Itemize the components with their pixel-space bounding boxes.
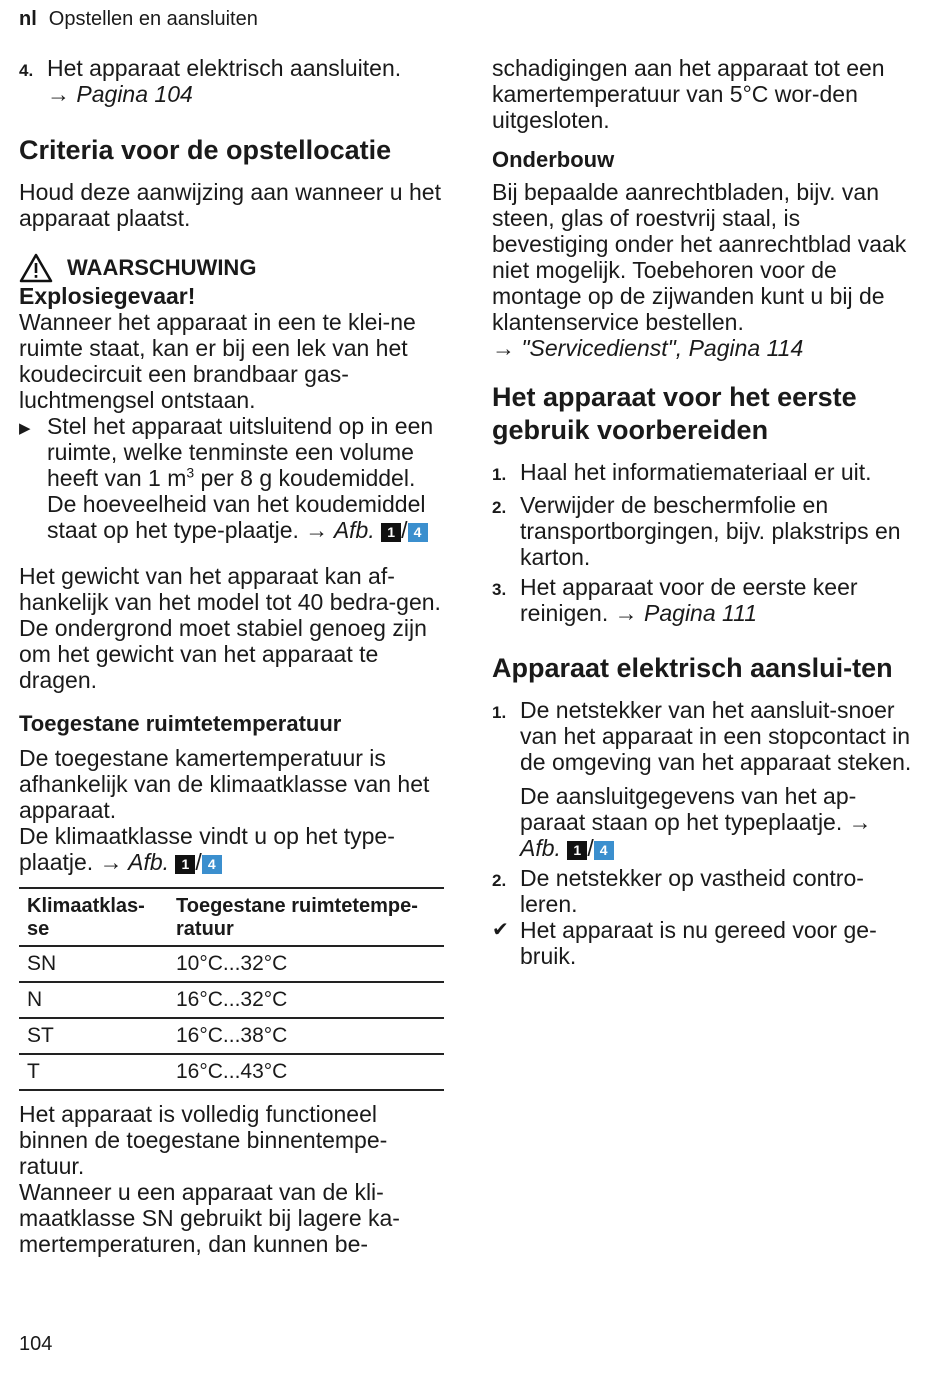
list-item xyxy=(492,865,912,917)
superscript: 3 xyxy=(186,464,195,481)
step-text: Het apparaat elektrisch aansluiten. xyxy=(47,55,402,81)
figure-separator: / xyxy=(195,849,202,875)
table-cell-temperature: 10°C...32°C xyxy=(168,946,444,982)
figure-4-badge: 4 xyxy=(202,855,222,874)
column-header-temperature: Toegestane ruimtetempe-ratuur xyxy=(168,888,444,946)
step-number: 1. xyxy=(492,703,507,722)
table-cell-class: SN xyxy=(19,946,168,982)
bullet-text-part: per 8 g koudemiddel. De hoeveelheid van het koudemiddel staat op het type-plaatje. xyxy=(47,465,426,543)
page-link[interactable]: → Pagina 111 xyxy=(614,600,757,626)
table-cell-temperature: 16°C...38°C xyxy=(168,1018,444,1054)
step-subtext xyxy=(520,783,912,861)
figure-1-badge: 1 xyxy=(175,855,195,874)
language-code: nl xyxy=(19,8,37,30)
column-header-class: Klimaatklas-se xyxy=(19,888,168,946)
step-number: 3. xyxy=(492,580,507,599)
left-column xyxy=(19,55,444,1257)
result-text: Het apparaat is nu gereed voor ge-bruik. xyxy=(520,917,877,969)
figure-separator: / xyxy=(587,835,594,861)
checkmark-icon: ✔ xyxy=(492,919,509,941)
page-number: 104 xyxy=(19,1333,53,1355)
step-number: 4. xyxy=(19,61,34,80)
electrical-steps xyxy=(492,697,912,969)
heading-criteria: Criteria voor de opstellocatie xyxy=(19,135,392,165)
figure-separator: / xyxy=(401,517,408,543)
step-text: Haal het informatiemateriaal er uit. xyxy=(520,459,872,485)
bullet-triangle-icon: ▶ xyxy=(19,420,31,437)
warning-text: Wanneer het apparaat in een te klei-ne ruimte staat, kan er bij een lek van het koudecircuit een brandbaar gas-luchtmengsel ontstaan. xyxy=(19,309,416,413)
warning-title: WAARSCHUWING xyxy=(67,255,257,280)
table-row xyxy=(19,1018,444,1054)
warning-subtitle: Explosiegevaar! xyxy=(19,283,196,309)
figure-link[interactable]: → Afb. xyxy=(99,849,170,875)
paragraph-functional: Het apparaat is volledig functioneel binnen de toegestane binnentempe-ratuur. xyxy=(19,1101,388,1179)
paragraph-onderbouw: Bij bepaalde aanrechtbladen, bijv. van steen, glas of roestvrij staal, is bevestiging onder het aanrechtblad vaak niet mogelijk. Toebehoren voor de montage op de zijwanden kunt u bij de klantenservice bestellen. xyxy=(492,179,907,335)
figure-link[interactable]: → Afb. xyxy=(520,809,872,861)
step-text: Verwijder de beschermfolie en transportborgingen, bijv. plakstrips en karton. xyxy=(520,492,901,570)
table-row xyxy=(19,1054,444,1090)
step-text: De netstekker van het aansluit-snoer van het apparaat in een stopcontact in de omgeving van het apparaat steken. xyxy=(520,697,912,775)
paragraph-weight: Het gewicht van het apparaat kan af-hankelijk van het model tot 40 bedra-gen. xyxy=(19,563,441,615)
preparation-steps xyxy=(492,459,912,626)
table-row xyxy=(19,946,444,982)
step-text: Het apparaat voor de eerste keer reinigen. xyxy=(520,574,858,626)
heading-temperature: Toegestane ruimtetemperatuur xyxy=(19,711,342,736)
warning-heading xyxy=(19,253,444,283)
table-cell-class: N xyxy=(19,982,168,1018)
paragraph-continued: schadigingen aan het apparaat tot een kamertemperatuur van 5°C wor-den uitgesloten. xyxy=(492,55,885,133)
list-item xyxy=(492,697,912,861)
list-item xyxy=(492,574,912,626)
step-number: 2. xyxy=(492,871,507,890)
table-header-row xyxy=(19,888,444,946)
table-row xyxy=(19,982,444,1018)
paragraph-criteria: Houd deze aanwijzing aan wanneer u het apparaat plaatst. xyxy=(19,179,441,231)
heading-preparation: Het apparaat voor het eerste gebruik voorbereiden xyxy=(492,382,857,445)
page-link[interactable]: → Pagina 104 xyxy=(47,81,193,107)
step-4 xyxy=(19,55,444,107)
paragraph-temperature-1: De toegestane kamertemperatuur is afhankelijk van de klimaatklasse van het apparaat. xyxy=(19,745,430,823)
right-column xyxy=(492,55,912,969)
figure-4-badge: 4 xyxy=(408,523,428,542)
figure-1-badge: 1 xyxy=(567,841,587,860)
heading-onderbouw: Onderbouw xyxy=(492,147,615,172)
section-title: Opstellen en aansluiten xyxy=(48,8,258,30)
step-text: De netstekker op vastheid contro-leren. xyxy=(520,865,864,917)
figure-1-badge: 1 xyxy=(381,523,401,542)
bullet-text-part: Stel het apparaat uitsluitend op in een ruimte, welke tenminste een volume heeft van 1 m xyxy=(47,413,434,491)
warning-bullet xyxy=(19,413,444,543)
subtext: De aansluitgegevens van het ap-paraat staan op het typeplaatje. xyxy=(520,783,857,835)
paragraph-temperature-2 xyxy=(19,823,444,875)
service-link[interactable]: → "Servicedienst", Pagina 114 xyxy=(492,335,804,361)
result-item xyxy=(492,917,912,969)
list-item xyxy=(492,492,912,570)
step-number: 1. xyxy=(492,465,507,484)
step-number: 2. xyxy=(492,498,507,517)
warning-triangle-icon xyxy=(19,253,53,283)
table-cell-class: ST xyxy=(19,1018,168,1054)
paragraph-text: De klimaatklasse vindt u op het type-plaatje. xyxy=(19,823,395,875)
table-cell-class: T xyxy=(19,1054,168,1090)
paragraph-ground: De ondergrond moet stabiel genoeg zijn om het gewicht van het apparaat te dragen. xyxy=(19,615,427,693)
bullet-text xyxy=(47,413,444,543)
list-item xyxy=(492,459,912,488)
heading-electrical: Apparaat elektrisch aanslui-ten xyxy=(492,653,893,683)
table-cell-temperature: 16°C...32°C xyxy=(168,982,444,1018)
page-header xyxy=(19,8,258,31)
figure-link[interactable]: → Afb. xyxy=(305,517,375,543)
paragraph-sn: Wanneer u een apparaat van de kli-maatklasse SN gebruikt bij lagere ka-mertemperaturen, dan kunnen be- xyxy=(19,1179,400,1257)
figure-4-badge: 4 xyxy=(594,841,614,860)
table-cell-temperature: 16°C...43°C xyxy=(168,1054,444,1090)
climate-class-table xyxy=(19,887,444,1091)
